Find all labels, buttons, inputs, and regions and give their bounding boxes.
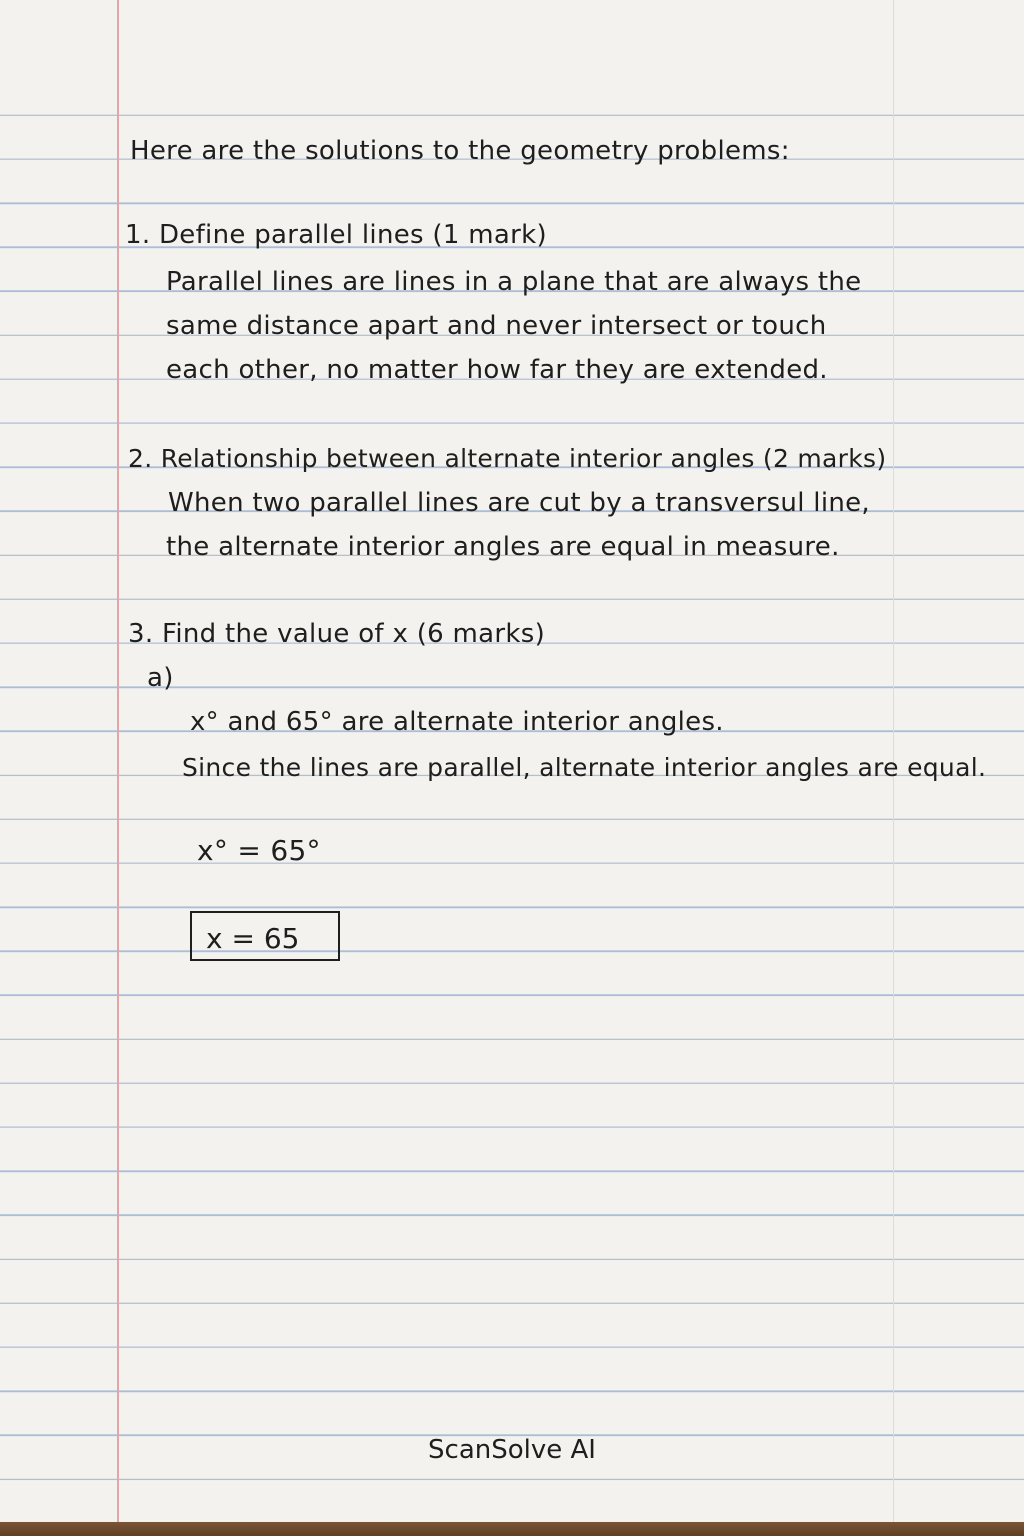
q1-line-3: each other, no matter how far they are extended.	[166, 355, 828, 385]
q2-line-2: the alternate interior angles are equal in measure.	[166, 532, 840, 562]
q3-line-1: x° and 65° are alternate interior angles.	[190, 707, 724, 737]
q2-line-1: When two parallel lines are cut by a transversul line,	[168, 488, 870, 518]
q2-heading: 2. Relationship between alternate interior angles (2 marks)	[128, 444, 887, 473]
q1-line-2: same distance apart and never intersect or touch	[166, 311, 827, 341]
q3-line-2: Since the lines are parallel, alternate interior angles are equal.	[182, 753, 987, 782]
brand-signature: ScanSolve AI	[428, 1435, 596, 1465]
q1-heading: 1. Define parallel lines (1 mark)	[125, 220, 547, 250]
margin-line	[117, 0, 119, 1522]
answer-text: x = 65	[206, 922, 300, 955]
q3-heading: 3. Find the value of x (6 marks)	[128, 619, 546, 649]
q3-part-label: a)	[147, 663, 174, 693]
q1-line-1: Parallel lines are lines in a plane that are always the	[166, 267, 862, 297]
desk-surface	[0, 1522, 1024, 1536]
q3-equation: x° = 65°	[197, 834, 321, 867]
intro-text: Here are the solutions to the geometry problems:	[130, 136, 790, 166]
answer-box	[190, 911, 340, 961]
